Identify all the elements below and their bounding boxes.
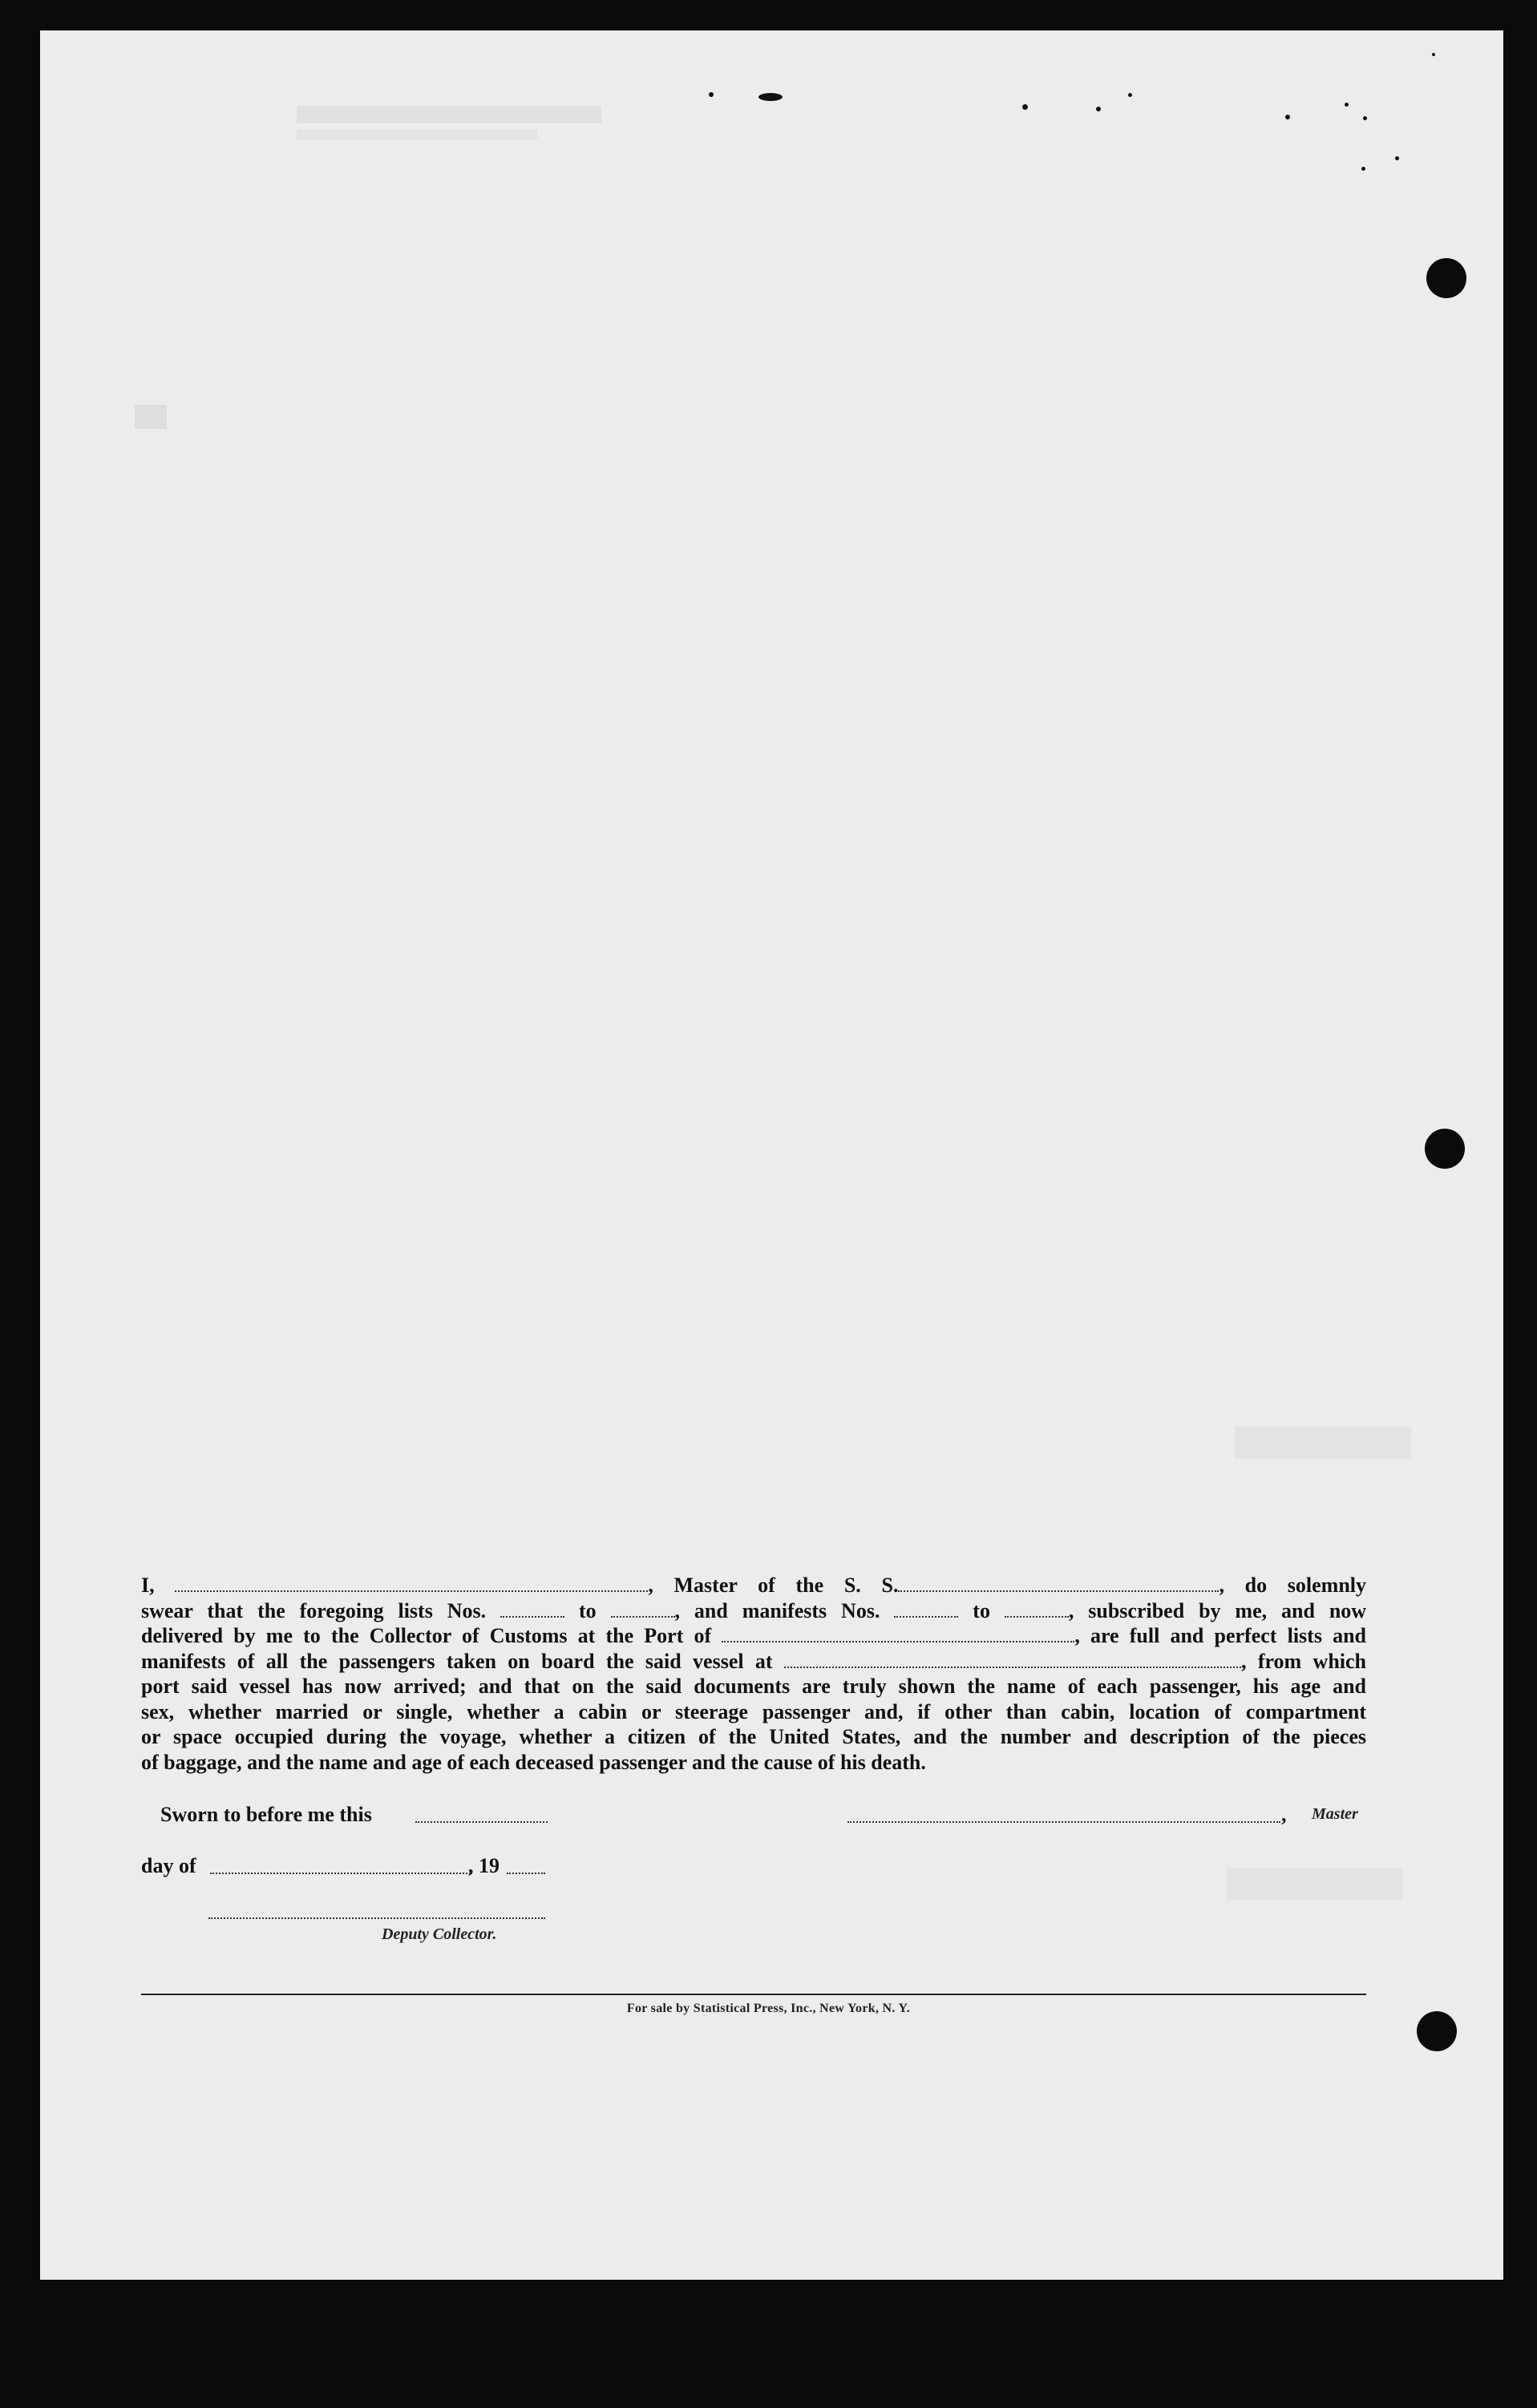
oath-line-5: port said vessel has now arrived; and that on the said documents are truly shown the name of each passenger, his age and: [141, 1675, 1366, 1698]
ink-speck: [1096, 107, 1101, 111]
bleed-through-mark: [297, 130, 537, 139]
ink-speck: [758, 93, 783, 101]
ink-speck: [709, 92, 714, 97]
oath-line-8: of baggage, and the name and age of each deceased passenger and the cause of his death.: [141, 1750, 926, 1774]
oath-line-6: sex, whether married or single, whether a cabin or steerage passenger and, if other than cabin, location of compartment: [141, 1699, 1366, 1723]
ink-speck: [1432, 53, 1435, 56]
year-blank: [507, 1873, 545, 1874]
day-blank: [210, 1873, 471, 1874]
port-blank: [722, 1625, 1074, 1642]
deputy-collector-caption: Deputy Collector.: [382, 1925, 497, 1943]
master-name-blank: [175, 1574, 648, 1592]
document-page: [40, 30, 1503, 2280]
day-of-label: day of: [141, 1854, 196, 1877]
bleed-through-mark: [1235, 1427, 1411, 1459]
ink-speck: [1395, 156, 1399, 160]
oath-line-1: I, , Master of the S. S. , do solemnly: [141, 1574, 1367, 1597]
footer-rule: [141, 1994, 1366, 1995]
bleed-through-mark: [135, 405, 167, 429]
list-no-to-blank: [611, 1600, 675, 1618]
ink-speck: [1363, 116, 1367, 120]
sworn-text: Sworn to before me this: [160, 1803, 372, 1826]
ink-speck: [1361, 167, 1365, 171]
oath-line-4: manifests of all the passengers taken on board the said vessel at , from which: [141, 1649, 1367, 1673]
ink-speck: [1345, 103, 1349, 107]
master-caption: Master: [1312, 1805, 1358, 1823]
punch-hole-top: [1426, 258, 1466, 298]
bleed-through-mark: [1227, 1868, 1403, 1900]
sworn-date-blank: [415, 1821, 548, 1823]
year-label: , 19: [468, 1854, 500, 1877]
oath-line-3: delivered by me to the Collector of Customs at the Port of , are full and perfect lists and: [141, 1624, 1366, 1647]
list-no-from-blank: [500, 1600, 564, 1618]
manifest-no-to-blank: [1005, 1600, 1069, 1618]
printer-footer: For sale by Statistical Press, Inc., New York, N. Y.: [626, 2002, 911, 2015]
master-oath-paragraph: [141, 1573, 1366, 1775]
oath-line-7: or space occupied during the voyage, whether a citizen of the United States, and the number and description of the pieces: [141, 1725, 1366, 1748]
master-comma: ,: [1281, 1803, 1287, 1826]
manifest-no-from-blank: [894, 1600, 958, 1618]
departure-port-blank: [784, 1650, 1241, 1668]
oath-line-2: swear that the foregoing lists Nos. to , and manifests Nos. to , subscribed by me, and now: [141, 1598, 1367, 1622]
punch-hole-middle: [1425, 1129, 1465, 1169]
ink-speck: [1022, 104, 1028, 110]
punch-hole-bottom: [1417, 2011, 1457, 2051]
master-signature-blank: [847, 1821, 1280, 1823]
ink-speck: [1285, 115, 1290, 119]
deputy-signature-line: [208, 1917, 545, 1919]
ink-speck: [1128, 93, 1132, 97]
bleed-through-mark: [297, 106, 601, 123]
vessel-name-blank: [898, 1574, 1219, 1592]
